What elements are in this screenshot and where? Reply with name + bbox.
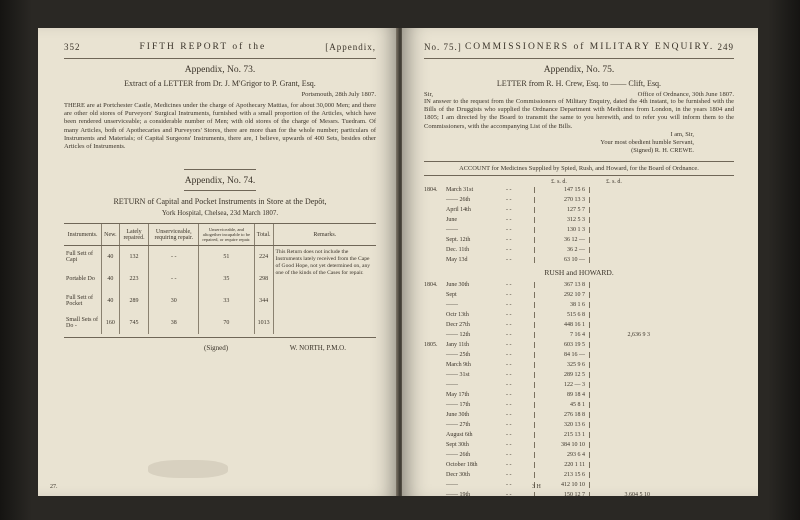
left-running-title: FIFTH REPORT of the [139, 42, 267, 52]
left-footer-mark: 27. [50, 484, 58, 490]
list-item: Decr 27th - - 448 16 1 [424, 320, 734, 330]
left-page-number: 352 [64, 42, 81, 52]
right-page-number: 249 [717, 42, 734, 52]
col-new: New. [102, 224, 119, 246]
table-row: Portable Do 40 223 - - 35 298 [64, 268, 376, 290]
appendix-73-date: Portsmouth, 28th July 1807. [301, 91, 376, 98]
list-item: Sept - - 292 10 7 [424, 290, 734, 300]
list-item: —— - - 412 10 10 [424, 480, 734, 490]
appendix-73-extract-title: Extract of a LETTER from Dr. J. M'Grigor to P. Grant, Esq. [124, 79, 316, 88]
table-row: Full Sett of Pocket 40 289 30 33 344 [64, 290, 376, 312]
right-running-left: No. 75.] [424, 42, 462, 52]
account-block-3 [424, 340, 734, 496]
appendix-75-heading: Appendix, No. 75. [543, 65, 615, 75]
list-item: Octr 13th - - 515 6 8 [424, 310, 734, 320]
list-item: May 13d - - 63 10 — [424, 255, 734, 265]
col-instruments: Instruments. [64, 224, 102, 246]
left-running-head [64, 42, 376, 52]
list-item: Dec. 11th - - 36 2 — [424, 245, 734, 255]
list-item: August 6th - - 215 13 1 [424, 430, 734, 440]
list-item: Sept 30th - - 384 10 10 [424, 440, 734, 450]
list-item: —— 25th - - 84 16 — [424, 350, 734, 360]
instruments-table [64, 223, 376, 334]
list-item: —— 31st - - 289 12 5 [424, 370, 734, 380]
appendix-73-heading: Appendix, No. 73. [184, 65, 256, 75]
remarks-cell: This Return does not include the Instruments lately received from the Cape of Good Hope, not yet determined on, any one of the kinds of the Cases for repair. [273, 246, 376, 335]
account-title: ACCOUNT for Medicines Supplied by Spied, Rush, and Howard, for the Board of Ordnance. [459, 164, 699, 172]
col-unserviceable: Unserviceable, requiring repair. [149, 224, 199, 246]
account-col-headers: £. s. d. £. s. d. [551, 178, 622, 185]
return-title: RETURN of Capital and Pocket Instruments in Store at the Depôt, [113, 197, 327, 207]
list-item: —— 27th - - 320 13 6 [424, 420, 734, 430]
col-incapable: Unserviceable, and altogether incapable to be repaired, or require repair. [199, 224, 255, 246]
list-item: —— 26th - - 293 6 4 [424, 450, 734, 460]
salutation-row: Sir, Office of Ordnance, 30th June 1807. [424, 91, 734, 98]
list-item: 1805. Jany 11th - - 603 19 5 [424, 340, 734, 350]
list-item: —— 17th - - 45 8 1 [424, 400, 734, 410]
list-item: April 14th - - 127 5 7 [424, 205, 734, 215]
left-running-section: [Appendix, [325, 42, 376, 52]
col-remarks: Remarks. [273, 224, 376, 246]
list-item: 1804. March 31st - - 147 15 6 [424, 185, 734, 195]
list-item: October 18th - - 220 1 11 [424, 460, 734, 470]
list-item: Sept. 12th - - 36 12 — [424, 235, 734, 245]
list-item: —— - - 122 — 3 [424, 380, 734, 390]
list-item: —— 19th - - 150 12 7 3,604 5 10 [446, 491, 650, 496]
col-total: Total. [254, 224, 273, 246]
list-item: 1804. June 30th - - 367 13 8 [424, 280, 734, 290]
right-footer-mark: 3 H [532, 484, 541, 490]
list-item: —— - - 130 1 3 [424, 225, 734, 235]
letter-body: IN answer to the request from the Commissioners of Military Enquiry, dated the 4th instant, to be furnished with the Bills of the Druggists who supplied the Ordnance Department with Medicines from London, in the years 1804 and 1805; I am directed by the Board to transmit the same to you herewith, and to refer you will inform them to the Commissioners, with the accompanying List of the Bills. [424, 98, 734, 130]
table-row: Small Sets of Do - 160 745 38 70 1013 [64, 312, 376, 334]
appendix-73-body: THERE are at Portchester Castle, Medicines under the charge of Apothecary Mattias, for about 30,000 Men; and there are other old stores of Purveyors' Surgical Instruments, furnished with a small proportion of the Articles, which have been rendered unserviceable; a considerable number of Men; with old stores of the charge of Messrs. Tuedram. Of many Articles, both of Apothecaries and Purveyors' Stores, there are more than for the whole number; particulars of Instruments and Materials; of Capital Surgeons' Instruments, there are, I believe, upwards of 400 Sets, besides other Articles of Instruments. [64, 102, 376, 151]
appendix-74-signature: (Signed) W. NORTH, P.M.O. [204, 344, 346, 353]
appendix-74-heading: Appendix, No. 74. [184, 176, 256, 187]
table-row: Full Sett of Capi 40 132 - - 51 224 This Return does not include the Instruments lately received from the Cape of Good Hope, not yet determined on, any one of the kinds of the Cases for repair. [64, 246, 376, 269]
right-running-title: COMMISSIONERS of MILITARY ENQUIRY. [464, 42, 715, 52]
col-lately-repaired: Lately repaired. [119, 224, 149, 246]
account-block-1 [424, 185, 734, 265]
account-subhead: RUSH and HOWARD. [544, 267, 614, 277]
left-page [38, 28, 398, 496]
list-item: March 9th - - 325 9 6 [424, 360, 734, 370]
right-page [402, 28, 758, 496]
right-running-head [424, 42, 734, 52]
list-item: —— - - 38 1 6 [424, 300, 734, 310]
list-item: —— 12th - - 7 16 4 2,636 9 3 [446, 331, 650, 338]
return-subtitle: York Hospital, Chelsea, 23d March 1807. [161, 209, 279, 218]
list-item: —— 26th - - 270 13 3 [424, 195, 734, 205]
letter-closing: I am, Sir, Your most obedient humble Servant, (Signed) R. H. CREWE. [600, 130, 694, 154]
list-item: June 30th - - 276 18 8 [424, 410, 734, 420]
list-item: May 17th - - 89 18 4 [424, 390, 734, 400]
account-block-2 [424, 280, 734, 340]
letter-title: LETTER from R. H. Crew, Esq. to —— Clift, Esq. [496, 79, 662, 88]
list-item: June - - 312 5 3 [424, 215, 734, 225]
list-item: Decr 30th - - 213 15 6 [424, 470, 734, 480]
